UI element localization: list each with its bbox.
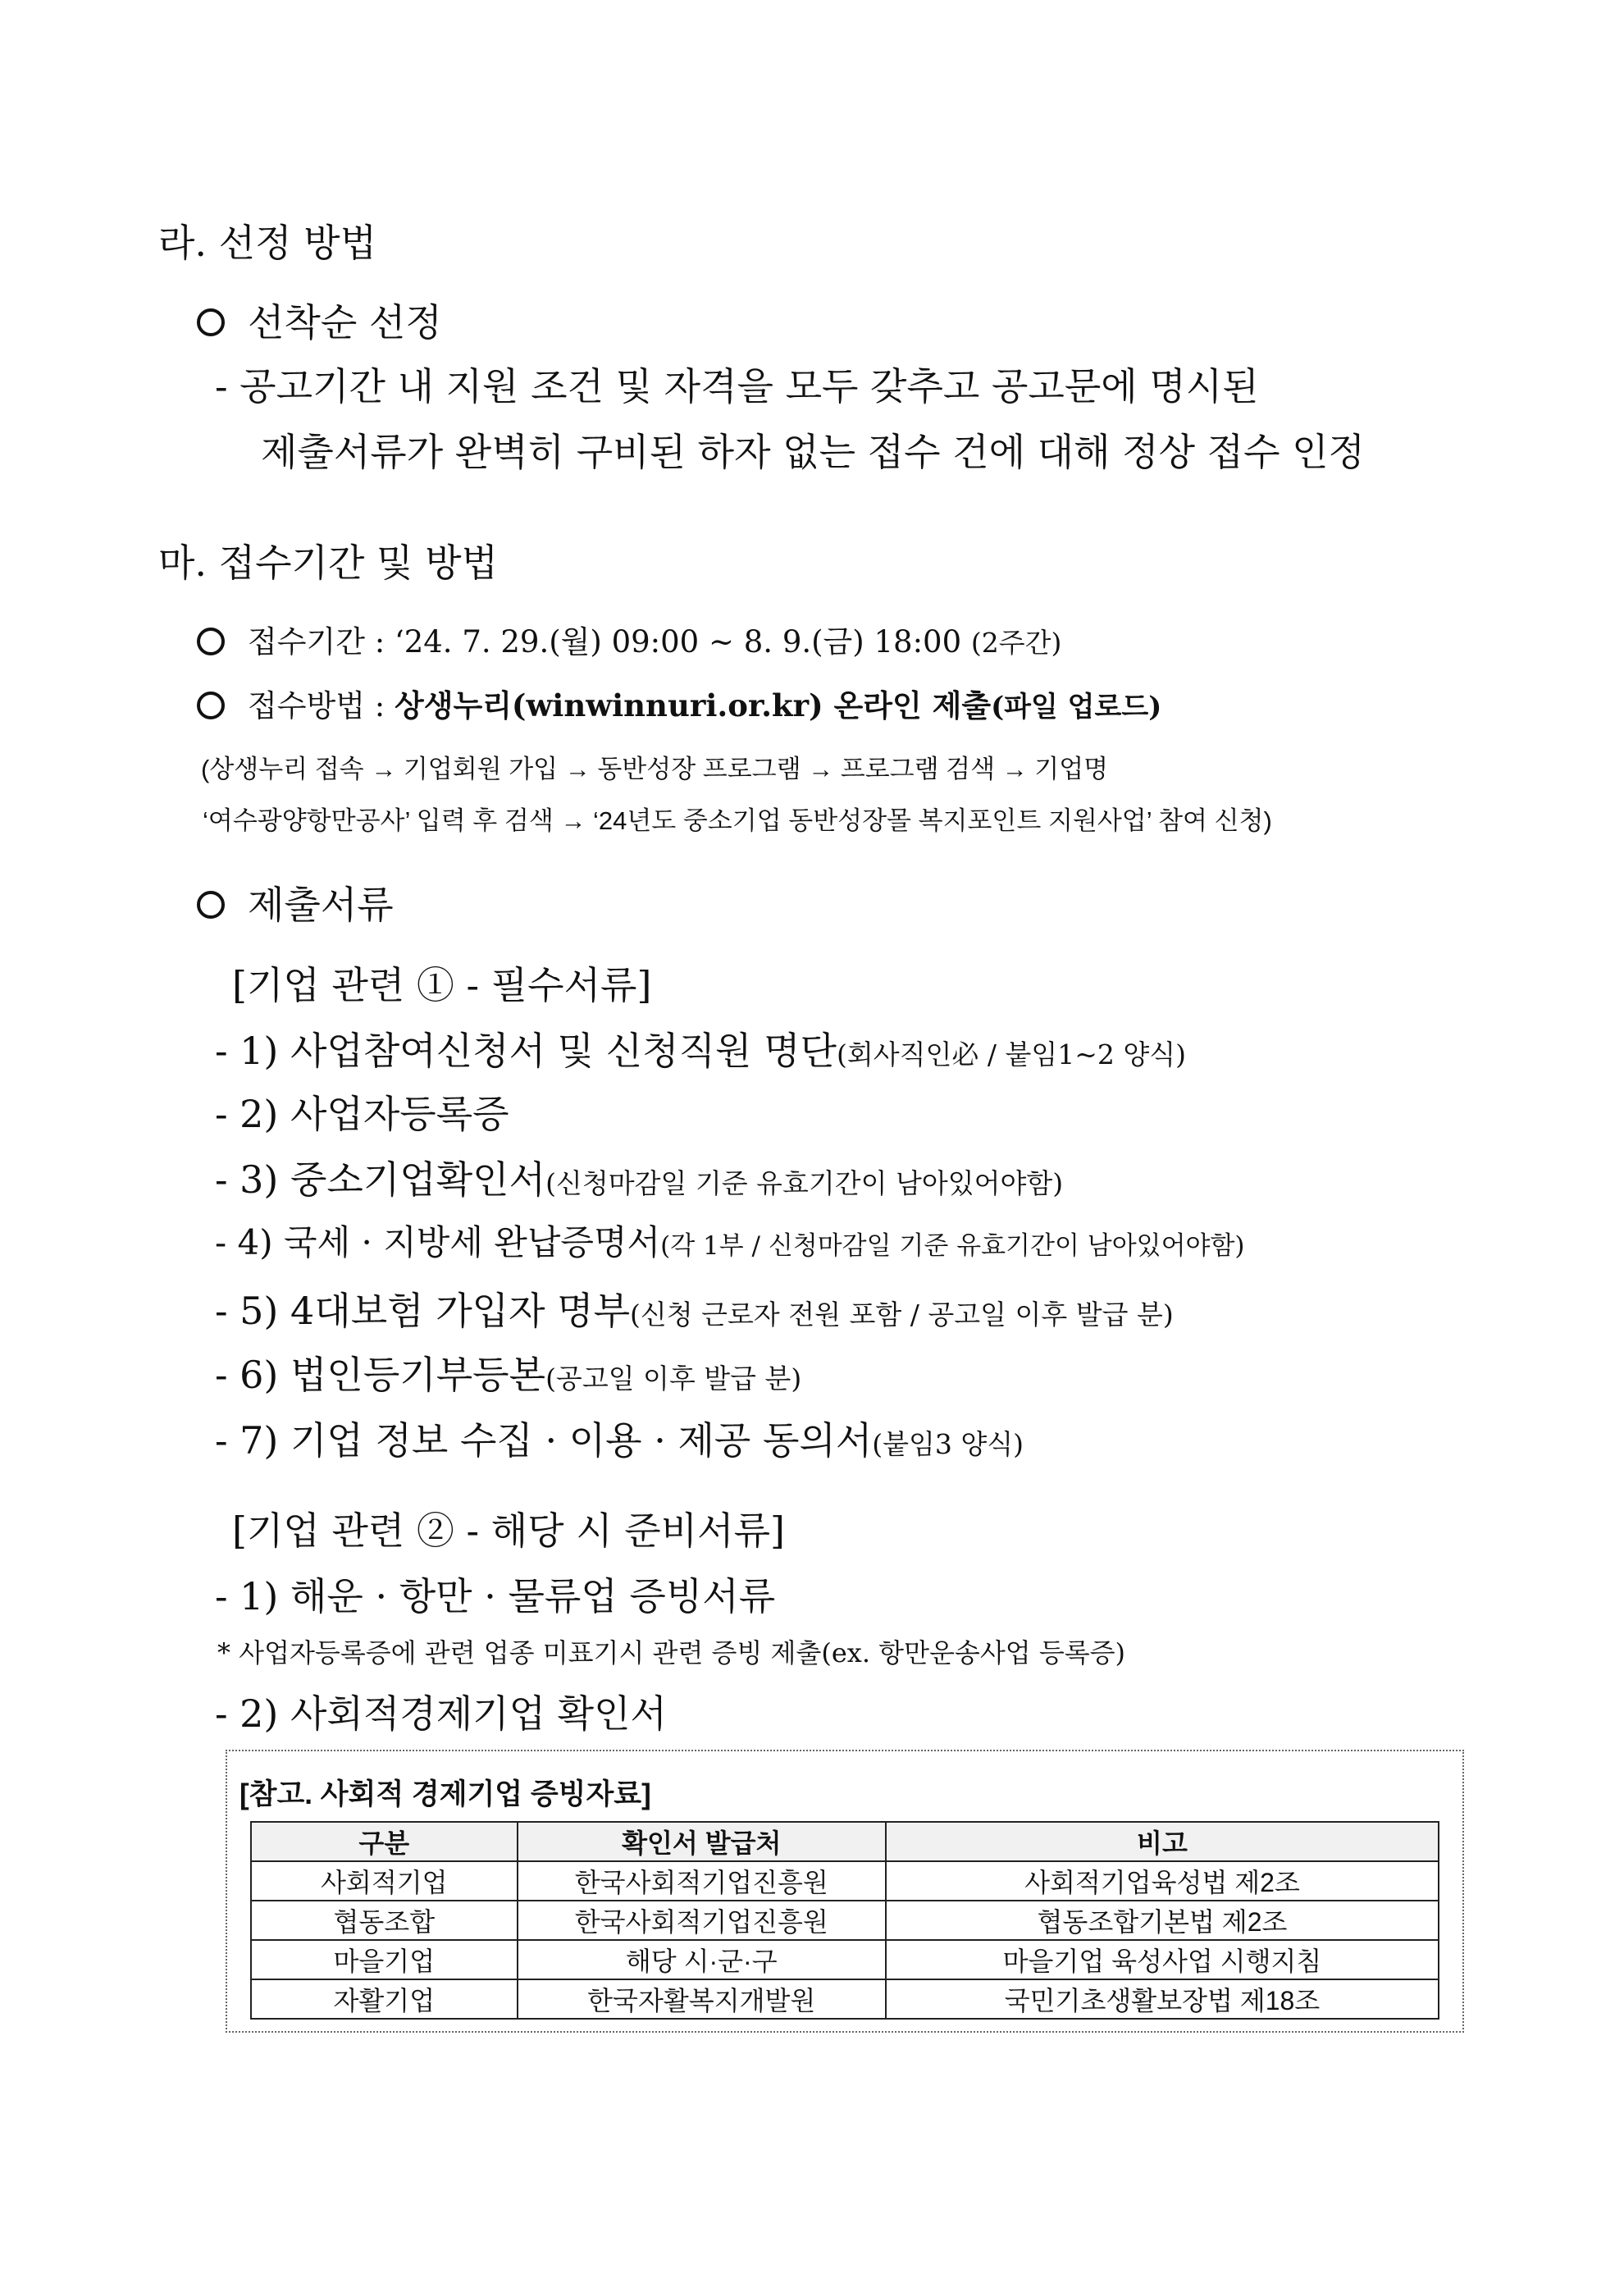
doc-item-main: - 2) 사업자등록증 <box>215 1092 509 1136</box>
section-heading-ma: 마. 접수기간 및 방법 <box>158 541 498 585</box>
reference-table <box>250 1821 1439 2020</box>
doc-item-main: - 4) 국세 · 지방세 완납증명서 <box>215 1222 661 1262</box>
table-cell: 한국사회적기업진흥원 <box>518 1861 886 1901</box>
doc-item-note: (각 1부 / 신청마감일 기준 유효기간이 남아있어야함) <box>660 1231 1245 1261</box>
doc-item-main: - 1) 사업참여신청서 및 신청직원 명단 <box>215 1029 837 1073</box>
doc-item-5 <box>215 1281 1174 1335</box>
method-note: (파일 업로드) <box>991 691 1162 723</box>
doc2-item-1: - 1) 해운 · 항만 · 물류업 증빙서류 <box>215 1574 776 1618</box>
table-cell: 마을기업 육성사업 시행지침 <box>886 1940 1439 1979</box>
table-cell: 협동조합 <box>251 1901 518 1940</box>
bullet-first-come <box>197 293 442 347</box>
doc-item-note: (신청마감일 기준 유효기간이 남아있어야함) <box>545 1167 1064 1199</box>
doc-item-3 <box>215 1150 1063 1204</box>
table-row <box>251 1901 1439 1940</box>
table-cell: 한국사회적기업진흥원 <box>518 1901 886 1940</box>
bullet-method <box>197 681 1161 725</box>
doc-item-main: - 3) 중소기업확인서 <box>215 1157 546 1202</box>
table-row <box>251 1861 1439 1901</box>
doc-item-main: - 5) 4대보험 가입자 명부 <box>215 1289 630 1333</box>
table-cell: 자활기업 <box>251 1979 518 2019</box>
table-header-row <box>251 1822 1439 1861</box>
circle-bullet-icon <box>197 628 225 655</box>
doc-item-6 <box>215 1345 801 1399</box>
bullet-period <box>197 617 1061 661</box>
circle-bullet-icon <box>197 308 225 336</box>
table-cell: 협동조합기본법 제2조 <box>886 1901 1439 1940</box>
doc-item-7 <box>215 1411 1024 1465</box>
table-cell: 사회적기업 <box>251 1861 518 1901</box>
doc-item-main: - 7) 기업 정보 수집 · 이용 · 제공 동의서 <box>215 1418 873 1463</box>
circle-bullet-icon <box>197 692 225 719</box>
doc-item-note: (붙임3 양식) <box>872 1428 1024 1460</box>
header-category: 구분 <box>251 1822 518 1861</box>
doc-item-note: (공고일 이후 발급 분) <box>545 1363 802 1394</box>
reference-title: [참고. 사회적 경제기업 증빙자료] <box>239 1778 651 1810</box>
doc-item-1 <box>215 1021 1186 1075</box>
bullet-documents <box>197 875 394 929</box>
doc-item-main: - 6) 법인등기부등본 <box>215 1353 546 1397</box>
header-issuer: 확인서 발급처 <box>518 1822 886 1861</box>
doc-item-note: (회사직인必 / 붙임1~2 양식) <box>836 1038 1186 1070</box>
method-bold: 상생누리(winwinnuri.or.kr) 온라인 제출 <box>394 687 992 723</box>
method-label: 접수방법 : <box>248 688 395 723</box>
doc2-item-1-note: * 사업자등록증에 관련 업종 미표기시 관련 증빙 제출(ex. 항만운송사업 등록증) <box>217 1637 1126 1668</box>
group-2-title: [기업 관련 ② - 해당 시 준비서류] <box>232 1509 785 1553</box>
doc2-item-2: - 2) 사회적경제기업 확인서 <box>215 1691 667 1736</box>
period-text: 접수기간 : ‘24. 7. 29.(월) 09:00 ~ 8. 9.(금) 18:00 <box>248 624 962 660</box>
doc-item-4 <box>215 1216 1245 1265</box>
table-cell: 한국자활복지개발원 <box>518 1979 886 2019</box>
section-heading-ra: 라. 선정 방법 <box>158 221 377 265</box>
ra-continuation: 제출서류가 완벽히 구비된 하자 없는 접수 건에 대해 정상 접수 인정 <box>261 430 1365 474</box>
table-cell: 해당 시·군·구 <box>518 1940 886 1979</box>
bullet-text: 선착순 선정 <box>248 300 442 345</box>
documents-text: 제출서류 <box>248 883 394 927</box>
header-remark: 비고 <box>886 1822 1439 1861</box>
table-cell: 국민기초생활보장법 제18조 <box>886 1979 1439 2019</box>
table-cell: 사회적기업육성법 제2조 <box>886 1861 1439 1901</box>
period-note: (2주간) <box>970 627 1062 659</box>
ra-dash-line: - 공고기간 내 지원 조건 및 자격을 모두 갖추고 공고문에 명시된 <box>215 364 1259 409</box>
table-row <box>251 1979 1439 2019</box>
doc-item-note: (신청 근로자 전원 포함 / 공고일 이후 발급 분) <box>630 1299 1174 1331</box>
method-path-line-1: (상생누리 접속 → 기업회원 가입 → 동반성장 프로그램 → 프로그램 검색 → 기업명 <box>201 755 1109 783</box>
table-row <box>251 1940 1439 1979</box>
method-path-line-2: ‘여수광양항만공사’ 입력 후 검색 → ‘24년도 중소기업 동반성장몰 복지포인트 지원사업’ 참여 신청) <box>203 806 1272 835</box>
doc-item-2 <box>215 1084 509 1139</box>
group-1-title: [기업 관련 ① - 필수서류] <box>232 963 652 1007</box>
circle-bullet-icon <box>197 891 225 919</box>
table-cell: 마을기업 <box>251 1940 518 1979</box>
